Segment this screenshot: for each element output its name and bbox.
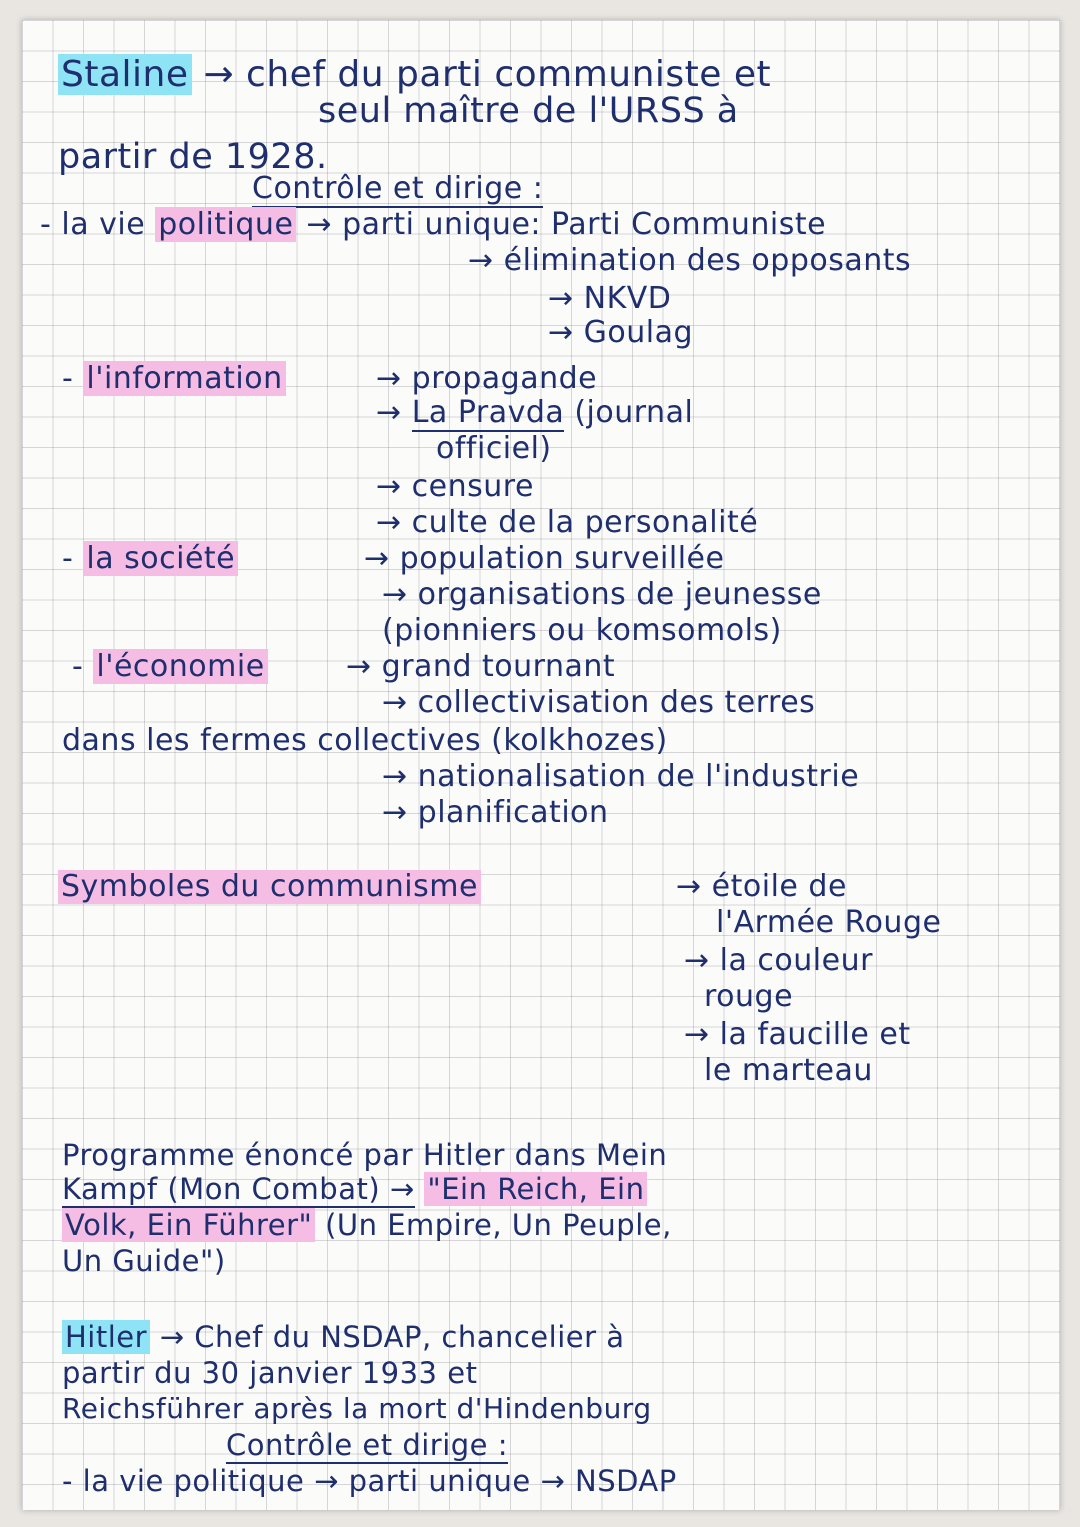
information-label: l'information xyxy=(83,361,285,396)
information-item-2-cont: officiel) xyxy=(436,431,552,466)
information-item-4: → culte de la personalité xyxy=(376,505,759,540)
staline-information: - l'information xyxy=(62,362,286,396)
politique-item-2: → élimination des opposants xyxy=(468,243,912,278)
staline-line-1 xyxy=(58,54,772,95)
information-item-3: → censure xyxy=(376,469,534,504)
program-line-3: Volk, Ein Führer" (Un Empire, Un Peuple, xyxy=(62,1208,672,1242)
societe-item-1: → population surveillée xyxy=(364,541,725,576)
program-line-1: Programme énoncé par Hitler dans Mein xyxy=(62,1138,668,1172)
information-item-2: → La Pravda (journal xyxy=(376,395,694,430)
program-line-4: Un Guide") xyxy=(62,1244,226,1278)
societe-item-3: (pionniers ou komsomols) xyxy=(382,613,782,648)
staline-economie: - l'économie xyxy=(72,650,268,684)
hitler-politique: - la vie politique → parti unique → NSDAP xyxy=(62,1464,677,1498)
economie-item-2: → collectivisation des terres xyxy=(382,685,816,720)
program-slogan-2: Volk, Ein Führer" xyxy=(62,1208,315,1242)
staline-line-2: seul maître de l'URSS à xyxy=(318,91,739,131)
symbols-item-3b: le marteau xyxy=(704,1053,873,1088)
hitler-line-3: Reichsführer après la mort d'Hindenburg xyxy=(62,1392,652,1425)
pravda-label: La Pravda xyxy=(411,395,565,430)
hitler-line-1: Hitler → Chef du NSDAP, chancelier à xyxy=(62,1320,625,1354)
politique-item-4: → Goulag xyxy=(548,315,694,350)
hitler-line-2: partir du 30 janvier 1933 et xyxy=(62,1356,478,1390)
hitler-heading: Contrôle et dirige : xyxy=(226,1428,509,1462)
staline-heading: Contrôle et dirige : xyxy=(252,171,544,206)
politique-prefix: - la vie xyxy=(40,207,146,242)
economie-item-1: → grand tournant xyxy=(346,649,616,684)
economie-item-4: → nationalisation de l'industrie xyxy=(382,759,860,794)
hitler-politique-label: politique xyxy=(173,1464,305,1498)
staline-name: Staline xyxy=(58,54,192,95)
symbols-item-1b: l'Armée Rouge xyxy=(716,905,942,940)
information-item-1: → propagande xyxy=(376,361,598,396)
politique-label: politique xyxy=(155,207,296,242)
symbols-item-3a: → la faucille et xyxy=(684,1017,911,1052)
program-line-2: Kampf (Mon Combat) → "Ein Reich, Ein xyxy=(62,1172,647,1206)
symbols-item-2b: rouge xyxy=(704,979,794,1014)
economie-label: l'économie xyxy=(93,649,267,684)
economie-item-5: → planification xyxy=(382,795,609,830)
symbols-label: Symboles du communisme xyxy=(58,870,481,904)
staline-line-3: partir de 1928. xyxy=(58,137,328,177)
politique-item-1: → parti unique: Parti Communiste xyxy=(306,207,827,242)
staline-politique xyxy=(40,208,826,242)
program-slogan-1: "Ein Reich, Ein xyxy=(424,1172,647,1206)
economie-item-3: dans les fermes collectives (kolkhozes) xyxy=(62,723,668,758)
societe-label: la société xyxy=(83,541,238,576)
symbols-item-1a: → étoile de xyxy=(676,869,847,904)
hitler-name: Hitler xyxy=(62,1320,150,1354)
societe-item-2: → organisations de jeunesse xyxy=(382,577,822,612)
hitler-politique-item-1: → parti unique → NSDAP xyxy=(314,1464,677,1498)
staline-societe: - la société xyxy=(62,542,238,576)
symbols-item-2a: → la couleur xyxy=(684,943,873,978)
politique-item-3: → NKVD xyxy=(548,281,672,316)
staline-line-1-rest: → chef du parti communiste et xyxy=(203,54,772,95)
